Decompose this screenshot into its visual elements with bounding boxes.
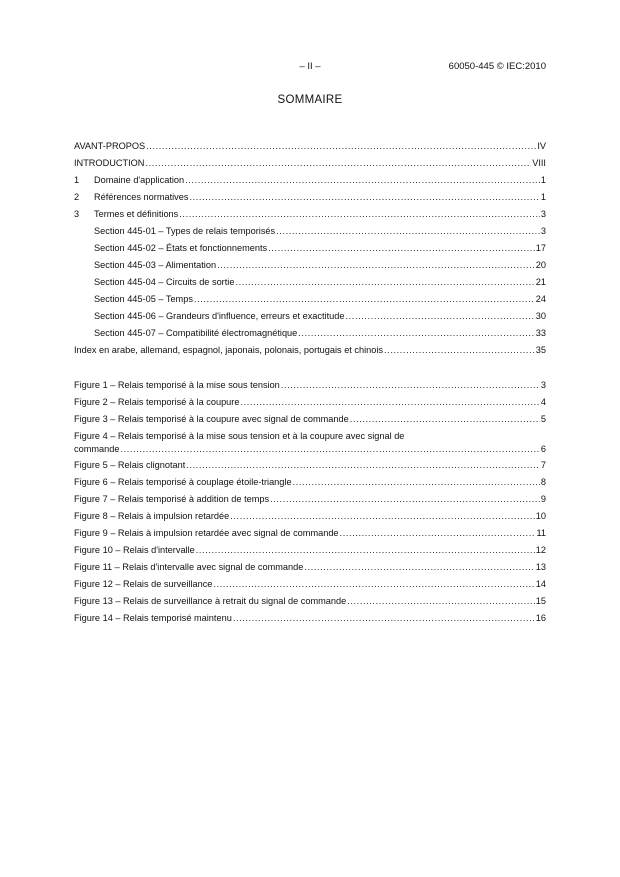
figure-entry[interactable]: [74, 411, 546, 428]
dot-leader: [276, 223, 540, 240]
toc-entry-title: Section 445-02 – États et fonctionnements: [94, 243, 268, 253]
toc-entry-title: Index en arabe, allemand, espagnol, japonais, polonais, portugais et chinois: [74, 345, 384, 355]
toc-entry-page: 33: [535, 328, 546, 338]
figure-entry-page: 15: [535, 596, 546, 606]
toc-entry-page: 1: [540, 175, 546, 185]
toc-entry[interactable]: [74, 172, 546, 189]
figure-entry-title-tail: commande: [74, 444, 120, 454]
toc-entry[interactable]: [74, 308, 546, 325]
toc-entry-title: Domaine d'application: [94, 175, 185, 185]
dot-leader: [146, 138, 536, 155]
figure-entry-title: Figure 11 – Relais d'intervalle avec signal de commande: [74, 562, 304, 572]
figure-entry-page: 6: [540, 444, 546, 454]
dot-leader: [217, 257, 535, 274]
toc-entry[interactable]: [74, 291, 546, 308]
toc-entry-title: Références normatives: [94, 192, 189, 202]
dot-leader: [186, 457, 540, 474]
standard-reference: 60050-445 © IEC:2010: [448, 61, 546, 72]
dot-leader: [120, 443, 539, 456]
figure-entry-title: Figure 8 – Relais à impulsion retardée: [74, 511, 230, 521]
toc-entry-title: Termes et définitions: [94, 209, 179, 219]
figure-entry[interactable]: [74, 430, 546, 456]
dot-leader: [230, 508, 535, 525]
page-number: – II –: [299, 61, 321, 72]
dot-leader: [298, 325, 534, 342]
figure-entry[interactable]: [74, 491, 546, 508]
dot-leader: [350, 411, 540, 428]
figure-entry-title: Figure 14 – Relais temporisé maintenu: [74, 613, 232, 623]
toc-entry-page: 1: [540, 192, 546, 202]
toc-entry-title: Section 445-01 – Types de relais temporisés: [94, 226, 276, 236]
figure-entry[interactable]: [74, 377, 546, 394]
toc-entry[interactable]: [74, 189, 546, 206]
figure-entry-title-continued: [74, 443, 546, 456]
toc-entry-title: Section 445-05 – Temps: [94, 294, 193, 304]
figure-entry[interactable]: [74, 593, 546, 610]
toc-entry[interactable]: [74, 257, 546, 274]
figure-entry-page: 11: [536, 528, 546, 538]
toc-entry-page: 30: [535, 311, 546, 321]
figure-entry[interactable]: [74, 559, 546, 576]
dot-leader: [233, 610, 535, 627]
figure-entry-title: Figure 4 – Relais temporisé à la mise sous tension et à la coupure avec signal de: [74, 431, 405, 441]
table-of-contents: [74, 138, 546, 359]
dot-leader: [194, 291, 535, 308]
toc-entry-page: 21: [535, 277, 546, 287]
dot-leader: [189, 189, 539, 206]
dot-leader: [268, 240, 535, 257]
dot-leader: [304, 559, 534, 576]
dot-leader: [235, 274, 534, 291]
figure-entry[interactable]: [74, 457, 546, 474]
toc-entry-page: 17: [535, 243, 546, 253]
dot-leader: [196, 542, 535, 559]
dot-leader: [145, 155, 531, 172]
figure-entry-page: 8: [540, 477, 546, 487]
toc-entry-title: Section 445-03 – Alimentation: [94, 260, 217, 270]
dot-leader: [240, 394, 539, 411]
toc-entry-title: Section 445-07 – Compatibilité électromagnétique: [94, 328, 298, 338]
toc-entry-number: 3: [74, 209, 80, 219]
toc-entry[interactable]: [74, 138, 546, 155]
figure-entry-title: Figure 3 – Relais temporisé à la coupure avec signal de commande: [74, 414, 349, 424]
toc-entry-page: VIII: [532, 158, 546, 168]
figure-entry-page: 5: [540, 414, 546, 424]
figure-entry[interactable]: [74, 542, 546, 559]
dot-leader: [179, 206, 540, 223]
dot-leader: [345, 308, 534, 325]
toc-entry-page: 3: [540, 209, 546, 219]
page-title: SOMMAIRE: [277, 94, 343, 106]
figure-entry-page: 12: [535, 545, 546, 555]
figure-entry[interactable]: [74, 576, 546, 593]
toc-entry-page: IV: [537, 141, 546, 151]
figure-entry-page: 10: [535, 511, 546, 521]
figure-entry-title: Figure 5 – Relais clignotant: [74, 460, 186, 470]
figure-entry-page: 16: [535, 613, 546, 623]
figure-entry-page: 3: [540, 380, 546, 390]
toc-entry[interactable]: [74, 342, 546, 359]
figure-entry-title: Figure 7 – Relais temporisé à addition de temps: [74, 494, 270, 504]
dot-leader: [347, 593, 535, 610]
figure-entry-page: 14: [535, 579, 546, 589]
dot-leader: [213, 576, 534, 593]
toc-entry-page: 20: [535, 260, 546, 270]
dot-leader: [293, 474, 540, 491]
figure-entry-page: 13: [535, 562, 546, 572]
figure-entry[interactable]: [74, 394, 546, 411]
toc-entry-title: Section 445-04 – Circuits de sortie: [94, 277, 235, 287]
figure-entry[interactable]: [74, 508, 546, 525]
figure-entry-page: 4: [540, 397, 546, 407]
toc-entry-page: 24: [535, 294, 546, 304]
toc-entry-title: INTRODUCTION: [74, 158, 145, 168]
figure-entry-title: Figure 1 – Relais temporisé à la mise sous tension: [74, 380, 280, 390]
toc-entry-page: 3: [540, 226, 546, 236]
figure-entry-title: Figure 9 – Relais à impulsion retardée avec signal de commande: [74, 528, 339, 538]
dot-leader: [185, 172, 540, 189]
toc-entry[interactable]: [74, 325, 546, 342]
list-of-figures: [74, 377, 546, 627]
toc-entry[interactable]: [74, 274, 546, 291]
dot-leader: [270, 491, 540, 508]
toc-entry-number: 2: [74, 192, 80, 202]
figure-entry-title: Figure 10 – Relais d'intervalle: [74, 545, 195, 555]
toc-entry-title: Section 445-06 – Grandeurs d'influence, erreurs et exactitude: [94, 311, 345, 321]
dot-leader: [281, 377, 540, 394]
figure-entry-title: Figure 6 – Relais temporisé à couplage étoile-triangle: [74, 477, 292, 487]
toc-entry-number: 1: [74, 175, 80, 185]
figure-entry-page: 7: [540, 460, 546, 470]
figure-entry-title: Figure 2 – Relais temporisé à la coupure: [74, 397, 240, 407]
figure-entry-title: Figure 12 – Relais de surveillance: [74, 579, 213, 589]
toc-entry[interactable]: [74, 155, 546, 172]
figure-entry[interactable]: [74, 610, 546, 627]
figure-entry-title: Figure 13 – Relais de surveillance à retrait du signal de commande: [74, 596, 347, 606]
toc-entry[interactable]: [74, 206, 546, 223]
figure-entry[interactable]: [74, 525, 546, 542]
dot-leader: [384, 342, 535, 359]
dot-leader: [340, 525, 536, 542]
figure-entry[interactable]: [74, 474, 546, 491]
toc-entry[interactable]: [74, 223, 546, 240]
toc-entry-page: 35: [535, 345, 546, 355]
figure-entry-page: 9: [540, 494, 546, 504]
toc-entry[interactable]: [74, 240, 546, 257]
toc-entry-title: AVANT-PROPOS: [74, 141, 146, 151]
